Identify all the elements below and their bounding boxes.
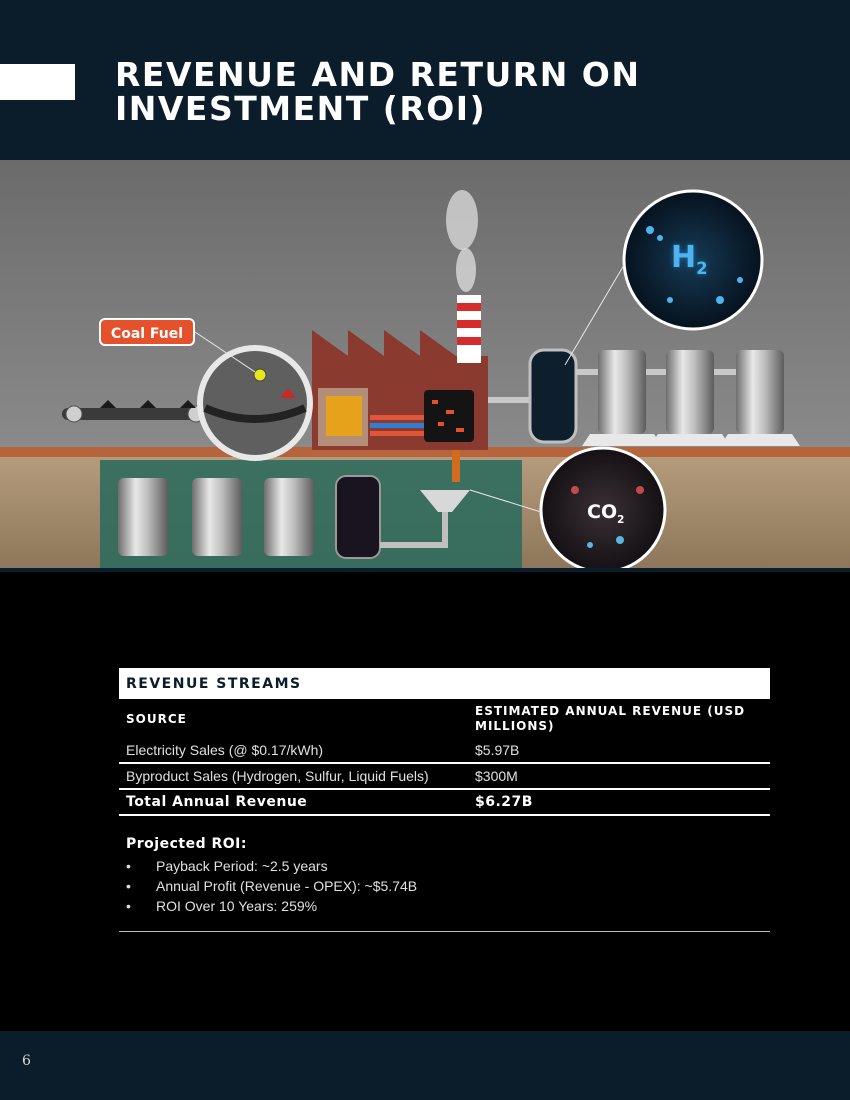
revenue-table [119,668,770,916]
bullet-icon: • [126,878,131,894]
table-column-headers [119,700,770,738]
page-header [0,0,850,160]
storage-tanks [488,350,800,446]
table-total-row [119,790,770,816]
column-header-revenue: ESTIMATED ANNUAL REVENUE (USD MILLIONS) [475,704,746,733]
page-title: REVENUE AND RETURN ON INVESTMENT (ROI) [115,55,641,128]
row-revenue: $300M [475,768,518,784]
list-item [126,856,770,876]
roi-item-text: Annual Profit (Revenue - OPEX): ~$5.74B [156,878,418,894]
roi-title: Projected ROI: [126,836,247,852]
row-source: Electricity Sales (@ $0.17/kWh) [126,742,324,758]
revenue-streams-title: REVENUE STREAMS [119,668,770,699]
total-value: $6.27B [475,794,533,810]
page-footer [0,1031,850,1100]
table-row [119,764,770,790]
list-item [126,876,770,896]
bullet-icon: • [126,858,131,874]
page-number: 6 [22,1053,31,1069]
coal-fuel-label: Coal Fuel [99,318,195,346]
roi-item-text: ROI Over 10 Years: 259% [156,898,318,914]
total-label: Total Annual Revenue [126,794,308,810]
row-source: Byproduct Sales (Hydrogen, Sulfur, Liquid Fuels) [126,768,429,784]
roi-list [126,856,770,916]
roi-item-text: Payback Period: ~2.5 years [156,858,328,874]
co2-label [587,501,624,526]
list-item [126,896,770,916]
table-row [119,738,770,764]
co2-subscript: 2 [617,513,625,526]
h2-text: H [671,240,697,275]
row-revenue: $5.97B [475,742,520,758]
coal-plant-illustration [0,160,850,572]
section-divider [119,931,770,932]
header-tab-marker [0,64,75,100]
projected-roi-section [119,836,770,916]
co2-text: CO [587,501,618,523]
h2-subscript: 2 [696,259,708,278]
hydrogen-label [671,240,708,278]
plant-diagram-graphic [0,160,850,572]
bullet-icon: • [126,898,131,914]
column-header-source: SOURCE [126,712,187,726]
